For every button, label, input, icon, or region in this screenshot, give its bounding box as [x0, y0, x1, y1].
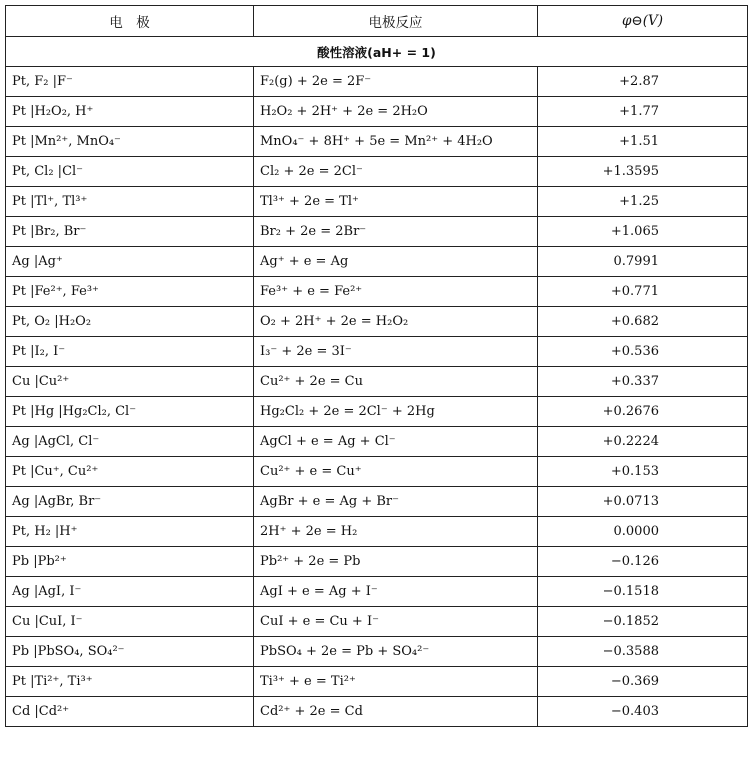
- electrode-cell: Pt |Ti²⁺, Ti³⁺: [6, 667, 254, 697]
- reaction-cell: O₂ + 2H⁺ + 2e = H₂O₂: [254, 307, 538, 337]
- reaction-cell: CuI + e = Cu + I⁻: [254, 607, 538, 637]
- electrode-cell: Ag |AgI, I⁻: [6, 577, 254, 607]
- electrode-cell: Ag |AgBr, Br⁻: [6, 487, 254, 517]
- header-reaction: 电极反应: [254, 6, 538, 37]
- electrode-cell: Pb |Pb²⁺: [6, 547, 254, 577]
- electrode-cell: Cd |Cd²⁺: [6, 697, 254, 727]
- potential-cell: +1.3595: [538, 157, 748, 187]
- table-row: [6, 547, 748, 577]
- electrode-cell: Ag |Ag⁺: [6, 247, 254, 277]
- table-row: [6, 607, 748, 637]
- electrode-cell: Pt |Tl⁺, Tl³⁺: [6, 187, 254, 217]
- table-header: [6, 6, 748, 37]
- electrode-potential-table: [5, 5, 748, 727]
- reaction-cell: MnO₄⁻ + 8H⁺ + 5e = Mn²⁺ + 4H₂O: [254, 127, 538, 157]
- reaction-cell: Tl³⁺ + 2e = Tl⁺: [254, 187, 538, 217]
- table-row: [6, 157, 748, 187]
- reaction-cell: AgI + e = Ag + I⁻: [254, 577, 538, 607]
- table-row: [6, 397, 748, 427]
- reaction-cell: H₂O₂ + 2H⁺ + 2e = 2H₂O: [254, 97, 538, 127]
- electrode-cell: Pt |Fe²⁺, Fe³⁺: [6, 277, 254, 307]
- table-row: [6, 427, 748, 457]
- potential-cell: +1.25: [538, 187, 748, 217]
- electrode-cell: Pt |Br₂, Br⁻: [6, 217, 254, 247]
- electrode-cell: Pt, O₂ |H₂O₂: [6, 307, 254, 337]
- table-row: [6, 697, 748, 727]
- potential-cell: +0.2676: [538, 397, 748, 427]
- reaction-cell: Ag⁺ + e = Ag: [254, 247, 538, 277]
- electrode-cell: Cu |CuI, I⁻: [6, 607, 254, 637]
- electrode-cell: Pt, H₂ |H⁺: [6, 517, 254, 547]
- reaction-cell: F₂(g) + 2e = 2F⁻: [254, 67, 538, 97]
- table-body: [6, 37, 748, 727]
- table-row: [6, 517, 748, 547]
- reaction-cell: AgCl + e = Ag + Cl⁻: [254, 427, 538, 457]
- header-electrode: 电 极: [6, 6, 254, 37]
- reaction-cell: Fe³⁺ + e = Fe²⁺: [254, 277, 538, 307]
- electrode-cell: Pt, Cl₂ |Cl⁻: [6, 157, 254, 187]
- potential-cell: 0.7991: [538, 247, 748, 277]
- section-row: [6, 37, 748, 67]
- table-row: [6, 367, 748, 397]
- table-row: [6, 277, 748, 307]
- potential-cell: +0.337: [538, 367, 748, 397]
- electrode-cell: Pt |Cu⁺, Cu²⁺: [6, 457, 254, 487]
- reaction-cell: 2H⁺ + 2e = H₂: [254, 517, 538, 547]
- potential-cell: +1.51: [538, 127, 748, 157]
- potential-cell: +0.2224: [538, 427, 748, 457]
- table-row: [6, 487, 748, 517]
- potential-cell: +2.87: [538, 67, 748, 97]
- electrode-cell: Cu |Cu²⁺: [6, 367, 254, 397]
- reaction-cell: Hg₂Cl₂ + 2e = 2Cl⁻ + 2Hg: [254, 397, 538, 427]
- reaction-cell: AgBr + e = Ag + Br⁻: [254, 487, 538, 517]
- potential-cell: +1.77: [538, 97, 748, 127]
- reaction-cell: Pb²⁺ + 2e = Pb: [254, 547, 538, 577]
- header-row: [6, 6, 748, 37]
- reaction-cell: Cu²⁺ + e = Cu⁺: [254, 457, 538, 487]
- potential-cell: −0.1518: [538, 577, 748, 607]
- reaction-cell: Br₂ + 2e = 2Br⁻: [254, 217, 538, 247]
- table-row: [6, 187, 748, 217]
- header-potential: φ⊖(V): [538, 6, 748, 37]
- potential-cell: −0.403: [538, 697, 748, 727]
- potential-cell: −0.3588: [538, 637, 748, 667]
- potential-cell: −0.1852: [538, 607, 748, 637]
- electrode-cell: Pb |PbSO₄, SO₄²⁻: [6, 637, 254, 667]
- electrode-cell: Pt |H₂O₂, H⁺: [6, 97, 254, 127]
- potential-cell: +0.771: [538, 277, 748, 307]
- table-row: [6, 637, 748, 667]
- electrode-cell: Pt, F₂ |F⁻: [6, 67, 254, 97]
- reaction-cell: Cd²⁺ + 2e = Cd: [254, 697, 538, 727]
- table-row: [6, 217, 748, 247]
- table-row: [6, 337, 748, 367]
- potential-cell: +0.682: [538, 307, 748, 337]
- potential-cell: −0.369: [538, 667, 748, 697]
- table-row: [6, 127, 748, 157]
- section-title: 酸性溶液(aH+ = 1): [6, 37, 748, 67]
- table-row: [6, 307, 748, 337]
- electrode-cell: Pt |Hg |Hg₂Cl₂, Cl⁻: [6, 397, 254, 427]
- electrode-cell: Pt |Mn²⁺, MnO₄⁻: [6, 127, 254, 157]
- table-row: [6, 667, 748, 697]
- potential-cell: +1.065: [538, 217, 748, 247]
- potential-cell: +0.0713: [538, 487, 748, 517]
- reaction-cell: PbSO₄ + 2e = Pb + SO₄²⁻: [254, 637, 538, 667]
- potential-cell: −0.126: [538, 547, 748, 577]
- table-row: [6, 247, 748, 277]
- table-row: [6, 97, 748, 127]
- electrode-cell: Pt |I₂, I⁻: [6, 337, 254, 367]
- potential-cell: +0.153: [538, 457, 748, 487]
- electrode-cell: Ag |AgCl, Cl⁻: [6, 427, 254, 457]
- potential-cell: 0.0000: [538, 517, 748, 547]
- reaction-cell: I₃⁻ + 2e = 3I⁻: [254, 337, 538, 367]
- potential-cell: +0.536: [538, 337, 748, 367]
- reaction-cell: Ti³⁺ + e = Ti²⁺: [254, 667, 538, 697]
- table-row: [6, 67, 748, 97]
- reaction-cell: Cl₂ + 2e = 2Cl⁻: [254, 157, 538, 187]
- table-row: [6, 457, 748, 487]
- table-row: [6, 577, 748, 607]
- reaction-cell: Cu²⁺ + 2e = Cu: [254, 367, 538, 397]
